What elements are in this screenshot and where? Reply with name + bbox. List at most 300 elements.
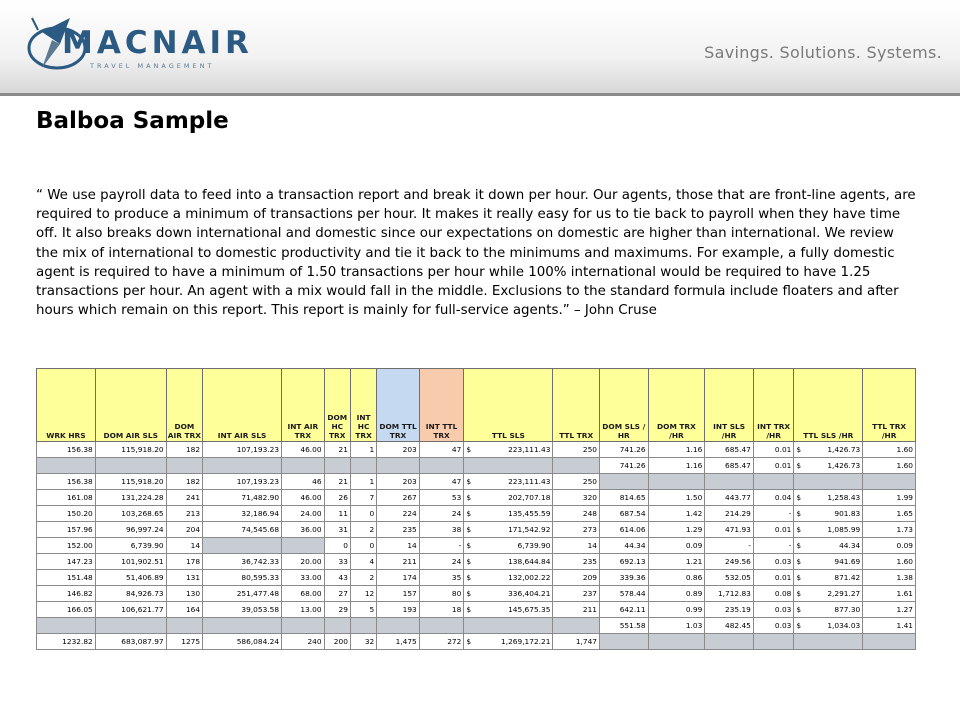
table-cell: 131,224.28 — [95, 490, 166, 506]
cell-value: 223,111.43 — [508, 445, 551, 454]
table-cell: 0.09 — [863, 538, 916, 554]
table-cell — [863, 634, 916, 650]
table-cell: 193 — [377, 602, 420, 618]
table-row — [37, 506, 916, 522]
table-cell: 4 — [350, 554, 376, 570]
table-cell: 150.20 — [37, 506, 96, 522]
table-cell: 0.86 — [648, 570, 705, 586]
currency-symbol: $ — [796, 445, 802, 454]
table-cell: 53 — [419, 490, 464, 506]
cell-value: 901.83 — [834, 509, 861, 518]
table-cell — [350, 618, 376, 634]
table-cell — [464, 586, 553, 602]
table-cell: 33 — [324, 554, 350, 570]
table-cell: 614.06 — [600, 522, 649, 538]
currency-symbol: $ — [466, 509, 472, 518]
table-cell — [203, 538, 282, 554]
column-header: DOM AIR TRX — [166, 369, 202, 442]
table-cell: 32,186.94 — [203, 506, 282, 522]
table-cell: 204 — [166, 522, 202, 538]
table-cell: 11 — [324, 506, 350, 522]
table-cell: 71,482.90 — [203, 490, 282, 506]
column-header: TTL TRX /HR — [863, 369, 916, 442]
table-cell: 44.34 — [600, 538, 649, 554]
table-cell: 174 — [377, 570, 420, 586]
cell-value: 1,426.73 — [827, 445, 861, 454]
currency-symbol: $ — [796, 573, 802, 582]
table-cell: 1.27 — [863, 602, 916, 618]
table-cell: 14 — [377, 538, 420, 554]
column-header: TTL SLS — [464, 369, 553, 442]
table-cell — [377, 458, 420, 474]
table-cell — [705, 474, 754, 490]
table-cell — [464, 618, 553, 634]
table-cell: 1.03 — [648, 618, 705, 634]
table-cell: 200 — [324, 634, 350, 650]
table-cell: 47 — [419, 474, 464, 490]
table-cell — [464, 490, 553, 506]
table-cell: 1275 — [166, 634, 202, 650]
table-cell — [794, 474, 863, 490]
table-cell — [794, 570, 863, 586]
table-cell: 741.26 — [600, 442, 649, 458]
table-cell — [794, 458, 863, 474]
table-cell: 0 — [350, 506, 376, 522]
table-cell: 13.00 — [282, 602, 325, 618]
cell-value: 132,002.22 — [508, 573, 551, 582]
table-cell — [282, 458, 325, 474]
table-cell — [464, 458, 553, 474]
table-cell — [464, 442, 553, 458]
table-cell: 211 — [377, 554, 420, 570]
column-header: INT AIR TRX — [282, 369, 325, 442]
column-header: INT SLS /HR — [705, 369, 754, 442]
currency-symbol: $ — [466, 605, 472, 614]
column-header: DOM HC TRX — [324, 369, 350, 442]
table-cell: 237 — [553, 586, 600, 602]
table-cell: 586,084.24 — [203, 634, 282, 650]
table-row — [37, 586, 916, 602]
table-cell: 14 — [553, 538, 600, 554]
table-row — [37, 442, 916, 458]
table-cell: 178 — [166, 554, 202, 570]
table-cell — [377, 618, 420, 634]
table-cell: 642.11 — [600, 602, 649, 618]
table-cell: 33.00 — [282, 570, 325, 586]
table-cell: 80,595.33 — [203, 570, 282, 586]
table-cell: - — [753, 506, 794, 522]
table-cell: 0 — [350, 538, 376, 554]
table-cell: 0.99 — [648, 602, 705, 618]
table-cell — [553, 618, 600, 634]
table-cell — [464, 538, 553, 554]
table-cell — [203, 618, 282, 634]
cell-value: 1,085.99 — [827, 525, 861, 534]
table-cell: 166.05 — [37, 602, 96, 618]
table-cell — [464, 506, 553, 522]
cell-value: 1,426.73 — [827, 461, 861, 470]
table-row — [37, 458, 916, 474]
column-header: DOM TRX /HR — [648, 369, 705, 442]
table-cell: 24 — [419, 554, 464, 570]
page-title: Balboa Sample — [36, 108, 229, 134]
table-cell: 24 — [419, 506, 464, 522]
cell-value: 871.42 — [834, 573, 861, 582]
table-cell: 203 — [377, 442, 420, 458]
table-cell — [95, 618, 166, 634]
column-header: TTL TRX — [553, 369, 600, 442]
table-cell: 1.50 — [648, 490, 705, 506]
transactions-report-table — [36, 368, 916, 650]
table-cell: 249.56 — [705, 554, 754, 570]
table-cell: 0 — [324, 538, 350, 554]
table-cell: 685.47 — [705, 458, 754, 474]
table-cell: 0.01 — [753, 570, 794, 586]
currency-symbol: $ — [796, 509, 802, 518]
currency-symbol: $ — [796, 525, 802, 534]
table-cell: 46 — [282, 474, 325, 490]
currency-symbol: $ — [466, 445, 472, 454]
cell-value: 202,707.18 — [508, 493, 551, 502]
column-header: DOM AIR SLS — [95, 369, 166, 442]
table-cell — [753, 474, 794, 490]
cell-value: 223,111.43 — [508, 477, 551, 486]
currency-symbol: $ — [796, 493, 802, 502]
currency-symbol: $ — [466, 589, 472, 598]
table-cell — [648, 634, 705, 650]
table-cell — [282, 618, 325, 634]
table-cell: 38 — [419, 522, 464, 538]
currency-symbol: $ — [466, 557, 472, 566]
table-cell: 0.09 — [648, 538, 705, 554]
table-cell: 0.03 — [753, 618, 794, 634]
table-cell: 96,997.24 — [95, 522, 166, 538]
table-cell: 107,193.23 — [203, 442, 282, 458]
cell-value: 2,291.27 — [827, 589, 861, 598]
table-cell: 21 — [324, 442, 350, 458]
cell-value: 44.34 — [839, 541, 861, 550]
table-header-row — [37, 369, 916, 442]
table-cell: 1,475 — [377, 634, 420, 650]
table-cell — [794, 554, 863, 570]
table-cell: 1232.82 — [37, 634, 96, 650]
table-cell — [464, 522, 553, 538]
table-cell: 147.23 — [37, 554, 96, 570]
column-header: TTL SLS /HR — [794, 369, 863, 442]
table-cell: 1.73 — [863, 522, 916, 538]
currency-symbol: $ — [466, 477, 472, 486]
table-cell: 36.00 — [282, 522, 325, 538]
table-cell: 250 — [553, 442, 600, 458]
table-cell: 267 — [377, 490, 420, 506]
cell-value: 877.30 — [834, 605, 861, 614]
table-cell: 47 — [419, 442, 464, 458]
table-cell: 339.36 — [600, 570, 649, 586]
table-cell — [464, 554, 553, 570]
table-cell: 26 — [324, 490, 350, 506]
table-row — [37, 538, 916, 554]
table-cell: 1 — [350, 442, 376, 458]
table-cell: 471.93 — [705, 522, 754, 538]
currency-symbol: $ — [466, 637, 472, 646]
table-cell: 685.47 — [705, 442, 754, 458]
table-cell: 5 — [350, 602, 376, 618]
table-cell — [553, 458, 600, 474]
table-cell: 224 — [377, 506, 420, 522]
table-cell — [464, 474, 553, 490]
cell-value: 135,455.59 — [508, 509, 551, 518]
table-cell: 248 — [553, 506, 600, 522]
table-cell — [350, 458, 376, 474]
table-cell: 29 — [324, 602, 350, 618]
column-header: DOM TTL TRX — [377, 369, 420, 442]
table-cell: 157.96 — [37, 522, 96, 538]
table-cell: 211 — [553, 602, 600, 618]
table-row — [37, 554, 916, 570]
table-cell: 152.00 — [37, 538, 96, 554]
currency-symbol: $ — [466, 573, 472, 582]
table-cell: 1.60 — [863, 442, 916, 458]
table-cell: 1.60 — [863, 554, 916, 570]
table-cell: 214.29 — [705, 506, 754, 522]
table-cell: 1.21 — [648, 554, 705, 570]
table-cell: 235 — [553, 554, 600, 570]
table-cell — [37, 618, 96, 634]
table-cell: 578.44 — [600, 586, 649, 602]
table-cell: 46.00 — [282, 490, 325, 506]
table-cell — [794, 602, 863, 618]
table-cell: 1.16 — [648, 442, 705, 458]
table-cell: 156.38 — [37, 442, 96, 458]
table-cell — [37, 458, 96, 474]
currency-symbol: $ — [466, 525, 472, 534]
table-cell: 1 — [350, 474, 376, 490]
tagline: Savings. Solutions. Systems. — [704, 43, 942, 62]
table-cell — [648, 474, 705, 490]
table-cell: 741.26 — [600, 458, 649, 474]
table-cell — [419, 458, 464, 474]
table-cell: 156.38 — [37, 474, 96, 490]
table-cell — [464, 570, 553, 586]
cell-value: 1,034.03 — [827, 621, 861, 630]
currency-symbol: $ — [796, 557, 802, 566]
table-cell: 482.45 — [705, 618, 754, 634]
table-cell — [794, 490, 863, 506]
table-cell: 272 — [419, 634, 464, 650]
table-cell: 115,918.20 — [95, 442, 166, 458]
cell-value: 6,739.90 — [517, 541, 551, 550]
currency-symbol: $ — [796, 541, 802, 550]
table-cell: 1,747 — [553, 634, 600, 650]
table-cell: 36,742.33 — [203, 554, 282, 570]
cell-value: 1,269,172.21 — [501, 637, 551, 646]
table-cell — [863, 474, 916, 490]
table-cell: 0.01 — [753, 458, 794, 474]
table-cell: 18 — [419, 602, 464, 618]
table-cell: 551.58 — [600, 618, 649, 634]
brand-subtitle: TRAVEL MANAGEMENT — [90, 62, 215, 70]
table-cell: 0.01 — [753, 442, 794, 458]
table-cell: 31 — [324, 522, 350, 538]
table-cell: 39,053.58 — [203, 602, 282, 618]
table-cell — [705, 634, 754, 650]
table-cell: 683,087.97 — [95, 634, 166, 650]
table-cell: 1.99 — [863, 490, 916, 506]
table-cell: 74,545.68 — [203, 522, 282, 538]
table-cell: 20.00 — [282, 554, 325, 570]
table-cell: 1.41 — [863, 618, 916, 634]
table-cell — [166, 618, 202, 634]
table-cell — [794, 634, 863, 650]
brand-name: MACNAIR — [62, 25, 253, 61]
table-cell: 1.42 — [648, 506, 705, 522]
currency-symbol: $ — [796, 621, 802, 630]
table-cell: 146.82 — [37, 586, 96, 602]
table-body — [37, 442, 916, 650]
table-cell: 24.00 — [282, 506, 325, 522]
table-cell: 101,902.51 — [95, 554, 166, 570]
table-cell — [794, 618, 863, 634]
table-cell: 106,621.77 — [95, 602, 166, 618]
table-cell: 12 — [350, 586, 376, 602]
table-cell: - — [705, 538, 754, 554]
table-cell — [600, 474, 649, 490]
table-cell — [419, 618, 464, 634]
table-cell — [794, 506, 863, 522]
table-cell: 46.00 — [282, 442, 325, 458]
table-cell — [600, 634, 649, 650]
cell-value: 1,258.43 — [827, 493, 861, 502]
table-cell: 6,739.90 — [95, 538, 166, 554]
cell-value: 941.69 — [834, 557, 861, 566]
currency-symbol: $ — [796, 589, 802, 598]
cell-value: 145,675.35 — [508, 605, 551, 614]
column-header: INT TTL TRX — [419, 369, 464, 442]
table-cell: 107,193.23 — [203, 474, 282, 490]
column-header: INT HC TRX — [350, 369, 376, 442]
table-cell — [464, 634, 553, 650]
table-cell — [794, 442, 863, 458]
table-cell: 151.48 — [37, 570, 96, 586]
table-cell: 0.03 — [753, 554, 794, 570]
table-row — [37, 634, 916, 650]
table-cell: 1,712.83 — [705, 586, 754, 602]
table-cell: 235.19 — [705, 602, 754, 618]
table-cell: 0.01 — [753, 522, 794, 538]
table-cell — [203, 458, 282, 474]
header-banner — [0, 0, 960, 95]
table-cell: 115,918.20 — [95, 474, 166, 490]
table-cell — [95, 458, 166, 474]
table-cell: 1.29 — [648, 522, 705, 538]
table-cell: 182 — [166, 442, 202, 458]
table-cell: 32 — [350, 634, 376, 650]
table-cell: 1.38 — [863, 570, 916, 586]
table-cell: 687.54 — [600, 506, 649, 522]
column-header: WRK HRS — [37, 369, 96, 442]
table-cell: 443.77 — [705, 490, 754, 506]
column-header: INT TRX /HR — [753, 369, 794, 442]
table-cell: 1.65 — [863, 506, 916, 522]
table-cell: 209 — [553, 570, 600, 586]
table-cell: 273 — [553, 522, 600, 538]
table-cell: 131 — [166, 570, 202, 586]
table-cell: 0.04 — [753, 490, 794, 506]
table-cell — [464, 602, 553, 618]
table-cell: 7 — [350, 490, 376, 506]
table-cell: 27 — [324, 586, 350, 602]
cell-value: 171,542.92 — [508, 525, 551, 534]
table-cell: 0.08 — [753, 586, 794, 602]
table-cell: 241 — [166, 490, 202, 506]
table-cell: 0.03 — [753, 602, 794, 618]
table-cell: 21 — [324, 474, 350, 490]
table-cell: 35 — [419, 570, 464, 586]
column-header: DOM SLS / HR — [600, 369, 649, 442]
quote-text: “ We use payroll data to feed into a transaction report and break it down per hour. Our agents, those that are front-line agents, are required to produce a minimum of transactions per hour. It makes it really easy for us to tie back to payroll when they have time off. It also breaks down international and domestic since our expectations on domestic are higher than international. We review the mix of international to domestic productivity and tie it back to the minimums and maximums. For example, a fully domestic agent is required to have a minimum of 1.50 transactions per hour while 100% international would be required to have 1.25 transactions per hour. An agent with a mix would fall in the middle. Exclusions to the standard formula include floaters and after hours which remain on this report. This report is mainly for full-service agents.” – John Cruse — [36, 188, 916, 319]
table-cell: 532.05 — [705, 570, 754, 586]
table-cell — [166, 458, 202, 474]
table-row — [37, 490, 916, 506]
table-cell: 251,477.48 — [203, 586, 282, 602]
cell-value: 336,404.21 — [508, 589, 551, 598]
table-cell: 43 — [324, 570, 350, 586]
table-cell: 68.00 — [282, 586, 325, 602]
table-cell — [324, 618, 350, 634]
table-row — [37, 474, 916, 490]
table-cell: 1.16 — [648, 458, 705, 474]
cell-value: 138,644.84 — [508, 557, 551, 566]
table-cell: 161.08 — [37, 490, 96, 506]
table-cell — [794, 586, 863, 602]
column-header: INT AIR SLS — [203, 369, 282, 442]
table-cell: 164 — [166, 602, 202, 618]
table-cell: 14 — [166, 538, 202, 554]
table-cell: 2 — [350, 522, 376, 538]
table-cell — [794, 538, 863, 554]
table-cell — [753, 634, 794, 650]
currency-symbol: $ — [796, 605, 802, 614]
table-cell: 182 — [166, 474, 202, 490]
table-cell: 0.89 — [648, 586, 705, 602]
table-cell: 1.61 — [863, 586, 916, 602]
table-cell: 814.65 — [600, 490, 649, 506]
table-cell: 103,268.65 — [95, 506, 166, 522]
table-cell — [282, 538, 325, 554]
table-cell: 1.60 — [863, 458, 916, 474]
table-cell: - — [419, 538, 464, 554]
table-cell — [794, 522, 863, 538]
table-cell: 51,406.89 — [95, 570, 166, 586]
table-row — [37, 618, 916, 634]
table-cell: - — [753, 538, 794, 554]
table-cell: 84,926.73 — [95, 586, 166, 602]
report-table-container — [36, 368, 916, 650]
table-cell: 203 — [377, 474, 420, 490]
table-row — [37, 602, 916, 618]
table-cell: 157 — [377, 586, 420, 602]
table-cell: 80 — [419, 586, 464, 602]
table-cell — [324, 458, 350, 474]
currency-symbol: $ — [466, 541, 472, 550]
currency-symbol: $ — [796, 461, 802, 470]
table-cell: 213 — [166, 506, 202, 522]
table-row — [37, 570, 916, 586]
table-cell: 692.13 — [600, 554, 649, 570]
table-cell: 250 — [553, 474, 600, 490]
table-cell: 2 — [350, 570, 376, 586]
table-cell: 320 — [553, 490, 600, 506]
